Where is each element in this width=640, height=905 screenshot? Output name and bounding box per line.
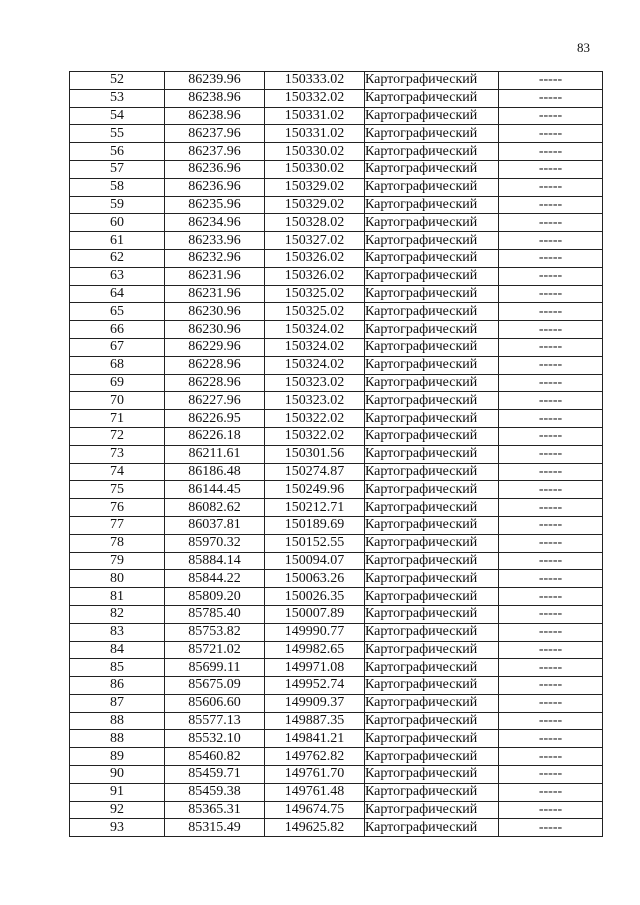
method-cell: Картографический — [365, 499, 499, 517]
x-coordinate-cell: 86236.96 — [165, 160, 265, 178]
method-cell: Картографический — [365, 338, 499, 356]
table-row — [70, 694, 603, 712]
error-cell: ----- — [499, 267, 603, 285]
error-cell: ----- — [499, 321, 603, 339]
point-number-cell: 70 — [70, 392, 165, 410]
y-coordinate-cell: 150325.02 — [265, 303, 365, 321]
error-cell: ----- — [499, 641, 603, 659]
error-cell: ----- — [499, 570, 603, 588]
point-number-cell: 65 — [70, 303, 165, 321]
error-cell: ----- — [499, 89, 603, 107]
point-number-cell: 88 — [70, 730, 165, 748]
page-number: 83 — [577, 40, 590, 55]
x-coordinate-cell: 86231.96 — [165, 285, 265, 303]
y-coordinate-cell: 150328.02 — [265, 214, 365, 232]
table-row — [70, 677, 603, 695]
method-cell: Картографический — [365, 160, 499, 178]
error-cell: ----- — [499, 125, 603, 143]
y-coordinate-cell: 149761.48 — [265, 783, 365, 801]
x-coordinate-cell: 86239.96 — [165, 72, 265, 90]
y-coordinate-cell: 150322.02 — [265, 427, 365, 445]
y-coordinate-cell: 150274.87 — [265, 463, 365, 481]
error-cell: ----- — [499, 659, 603, 677]
x-coordinate-cell: 86226.18 — [165, 427, 265, 445]
method-cell: Картографический — [365, 659, 499, 677]
x-coordinate-cell: 85675.09 — [165, 677, 265, 695]
method-cell: Картографический — [365, 267, 499, 285]
table-row — [70, 659, 603, 677]
table-row — [70, 267, 603, 285]
y-coordinate-cell: 149982.65 — [265, 641, 365, 659]
error-cell: ----- — [499, 285, 603, 303]
x-coordinate-cell: 86231.96 — [165, 267, 265, 285]
y-coordinate-cell: 150332.02 — [265, 89, 365, 107]
x-coordinate-cell: 85785.40 — [165, 605, 265, 623]
method-cell: Картографический — [365, 321, 499, 339]
y-coordinate-cell: 150249.96 — [265, 481, 365, 499]
y-coordinate-cell: 149674.75 — [265, 801, 365, 819]
error-cell: ----- — [499, 499, 603, 517]
y-coordinate-cell: 150063.26 — [265, 570, 365, 588]
x-coordinate-cell: 86186.48 — [165, 463, 265, 481]
y-coordinate-cell: 150331.02 — [265, 107, 365, 125]
table-row — [70, 427, 603, 445]
error-cell: ----- — [499, 588, 603, 606]
table-row — [70, 534, 603, 552]
table-row — [70, 72, 603, 90]
method-cell: Картографический — [365, 392, 499, 410]
point-number-cell: 66 — [70, 321, 165, 339]
table-row — [70, 641, 603, 659]
y-coordinate-cell: 149762.82 — [265, 748, 365, 766]
y-coordinate-cell: 149761.70 — [265, 766, 365, 784]
x-coordinate-cell: 86144.45 — [165, 481, 265, 499]
error-cell: ----- — [499, 677, 603, 695]
method-cell: Картографический — [365, 196, 499, 214]
y-coordinate-cell: 150094.07 — [265, 552, 365, 570]
point-number-cell: 79 — [70, 552, 165, 570]
point-number-cell: 90 — [70, 766, 165, 784]
table-row — [70, 570, 603, 588]
method-cell: Картографический — [365, 677, 499, 695]
y-coordinate-cell: 150152.55 — [265, 534, 365, 552]
x-coordinate-cell: 85577.13 — [165, 712, 265, 730]
method-cell: Картографический — [365, 766, 499, 784]
error-cell: ----- — [499, 392, 603, 410]
method-cell: Картографический — [365, 214, 499, 232]
error-cell: ----- — [499, 427, 603, 445]
table-row — [70, 143, 603, 161]
y-coordinate-cell: 150324.02 — [265, 321, 365, 339]
error-cell: ----- — [499, 196, 603, 214]
method-cell: Картографический — [365, 178, 499, 196]
point-number-cell: 73 — [70, 445, 165, 463]
point-number-cell: 64 — [70, 285, 165, 303]
point-number-cell: 72 — [70, 427, 165, 445]
error-cell: ----- — [499, 463, 603, 481]
error-cell: ----- — [499, 712, 603, 730]
point-number-cell: 81 — [70, 588, 165, 606]
point-number-cell: 63 — [70, 267, 165, 285]
table-row — [70, 178, 603, 196]
y-coordinate-cell: 150330.02 — [265, 160, 365, 178]
method-cell: Картографический — [365, 552, 499, 570]
point-number-cell: 88 — [70, 712, 165, 730]
error-cell: ----- — [499, 338, 603, 356]
method-cell: Картографический — [365, 427, 499, 445]
error-cell: ----- — [499, 766, 603, 784]
x-coordinate-cell: 85809.20 — [165, 588, 265, 606]
point-number-cell: 82 — [70, 605, 165, 623]
y-coordinate-cell: 150007.89 — [265, 605, 365, 623]
table-row — [70, 410, 603, 428]
point-number-cell: 53 — [70, 89, 165, 107]
error-cell: ----- — [499, 143, 603, 161]
error-cell: ----- — [499, 623, 603, 641]
table-row — [70, 160, 603, 178]
x-coordinate-cell: 86229.96 — [165, 338, 265, 356]
table-row — [70, 463, 603, 481]
x-coordinate-cell: 85315.49 — [165, 819, 265, 837]
table-row — [70, 356, 603, 374]
x-coordinate-cell: 85699.11 — [165, 659, 265, 677]
point-number-cell: 60 — [70, 214, 165, 232]
y-coordinate-cell: 150324.02 — [265, 356, 365, 374]
table-row — [70, 730, 603, 748]
point-number-cell: 62 — [70, 249, 165, 267]
x-coordinate-cell: 86227.96 — [165, 392, 265, 410]
table-row — [70, 107, 603, 125]
error-cell: ----- — [499, 748, 603, 766]
table-row — [70, 285, 603, 303]
table-row — [70, 481, 603, 499]
point-number-cell: 59 — [70, 196, 165, 214]
point-number-cell: 52 — [70, 72, 165, 90]
x-coordinate-cell: 85753.82 — [165, 623, 265, 641]
error-cell: ----- — [499, 516, 603, 534]
error-cell: ----- — [499, 730, 603, 748]
method-cell: Картографический — [365, 588, 499, 606]
error-cell: ----- — [499, 303, 603, 321]
method-cell: Картографический — [365, 783, 499, 801]
x-coordinate-cell: 86236.96 — [165, 178, 265, 196]
method-cell: Картографический — [365, 623, 499, 641]
x-coordinate-cell: 86238.96 — [165, 107, 265, 125]
error-cell: ----- — [499, 160, 603, 178]
method-cell: Картографический — [365, 481, 499, 499]
y-coordinate-cell: 150323.02 — [265, 374, 365, 392]
x-coordinate-cell: 86230.96 — [165, 303, 265, 321]
y-coordinate-cell: 150331.02 — [265, 125, 365, 143]
y-coordinate-cell: 150325.02 — [265, 285, 365, 303]
point-number-cell: 55 — [70, 125, 165, 143]
y-coordinate-cell: 150301.56 — [265, 445, 365, 463]
table-row — [70, 374, 603, 392]
error-cell: ----- — [499, 232, 603, 250]
x-coordinate-cell: 85884.14 — [165, 552, 265, 570]
point-number-cell: 68 — [70, 356, 165, 374]
point-number-cell: 74 — [70, 463, 165, 481]
y-coordinate-cell: 149909.37 — [265, 694, 365, 712]
y-coordinate-cell: 149625.82 — [265, 819, 365, 837]
table-row — [70, 338, 603, 356]
error-cell: ----- — [499, 694, 603, 712]
x-coordinate-cell: 86233.96 — [165, 232, 265, 250]
y-coordinate-cell: 149990.77 — [265, 623, 365, 641]
x-coordinate-cell: 86238.96 — [165, 89, 265, 107]
method-cell: Картографический — [365, 748, 499, 766]
point-number-cell: 87 — [70, 694, 165, 712]
method-cell: Картографический — [365, 516, 499, 534]
x-coordinate-cell: 86234.96 — [165, 214, 265, 232]
table-row — [70, 801, 603, 819]
x-coordinate-cell: 86237.96 — [165, 125, 265, 143]
error-cell: ----- — [499, 214, 603, 232]
method-cell: Картографический — [365, 107, 499, 125]
table-row — [70, 552, 603, 570]
table-row — [70, 303, 603, 321]
method-cell: Картографический — [365, 356, 499, 374]
table-row — [70, 623, 603, 641]
point-number-cell: 67 — [70, 338, 165, 356]
error-cell: ----- — [499, 783, 603, 801]
point-number-cell: 93 — [70, 819, 165, 837]
y-coordinate-cell: 150326.02 — [265, 267, 365, 285]
y-coordinate-cell: 150189.69 — [265, 516, 365, 534]
point-number-cell: 56 — [70, 143, 165, 161]
table-row — [70, 516, 603, 534]
table-row — [70, 445, 603, 463]
point-number-cell: 91 — [70, 783, 165, 801]
table-row — [70, 748, 603, 766]
point-number-cell: 78 — [70, 534, 165, 552]
point-number-cell: 77 — [70, 516, 165, 534]
table-row — [70, 783, 603, 801]
table-row — [70, 819, 603, 837]
table-row — [70, 232, 603, 250]
method-cell: Картографический — [365, 463, 499, 481]
x-coordinate-cell: 85459.38 — [165, 783, 265, 801]
method-cell: Картографический — [365, 801, 499, 819]
x-coordinate-cell: 85459.71 — [165, 766, 265, 784]
point-number-cell: 80 — [70, 570, 165, 588]
y-coordinate-cell: 150324.02 — [265, 338, 365, 356]
method-cell: Картографический — [365, 232, 499, 250]
point-number-cell: 75 — [70, 481, 165, 499]
y-coordinate-cell: 150333.02 — [265, 72, 365, 90]
y-coordinate-cell: 149841.21 — [265, 730, 365, 748]
method-cell: Картографический — [365, 249, 499, 267]
point-number-cell: 84 — [70, 641, 165, 659]
method-cell: Картографический — [365, 143, 499, 161]
y-coordinate-cell: 150330.02 — [265, 143, 365, 161]
error-cell: ----- — [499, 445, 603, 463]
method-cell: Картографический — [365, 445, 499, 463]
point-number-cell: 85 — [70, 659, 165, 677]
table-row — [70, 214, 603, 232]
error-cell: ----- — [499, 72, 603, 90]
point-number-cell: 69 — [70, 374, 165, 392]
point-number-cell: 61 — [70, 232, 165, 250]
error-cell: ----- — [499, 819, 603, 837]
method-cell: Картографический — [365, 125, 499, 143]
table-row — [70, 249, 603, 267]
y-coordinate-cell: 150329.02 — [265, 178, 365, 196]
error-cell: ----- — [499, 178, 603, 196]
x-coordinate-cell: 85721.02 — [165, 641, 265, 659]
error-cell: ----- — [499, 249, 603, 267]
table-row — [70, 89, 603, 107]
table-row — [70, 605, 603, 623]
error-cell: ----- — [499, 374, 603, 392]
y-coordinate-cell: 150322.02 — [265, 410, 365, 428]
point-number-cell: 76 — [70, 499, 165, 517]
table-row — [70, 321, 603, 339]
point-number-cell: 83 — [70, 623, 165, 641]
error-cell: ----- — [499, 481, 603, 499]
x-coordinate-cell: 85365.31 — [165, 801, 265, 819]
error-cell: ----- — [499, 552, 603, 570]
error-cell: ----- — [499, 107, 603, 125]
x-coordinate-cell: 86232.96 — [165, 249, 265, 267]
y-coordinate-cell: 149971.08 — [265, 659, 365, 677]
x-coordinate-cell: 85460.82 — [165, 748, 265, 766]
table-row — [70, 125, 603, 143]
x-coordinate-cell: 86228.96 — [165, 356, 265, 374]
x-coordinate-cell: 85532.10 — [165, 730, 265, 748]
table-row — [70, 499, 603, 517]
table-row — [70, 392, 603, 410]
y-coordinate-cell: 149952.74 — [265, 677, 365, 695]
table-row — [70, 588, 603, 606]
point-number-cell: 92 — [70, 801, 165, 819]
method-cell: Картографический — [365, 641, 499, 659]
x-coordinate-cell: 85970.32 — [165, 534, 265, 552]
method-cell: Картографический — [365, 374, 499, 392]
table-row — [70, 712, 603, 730]
point-number-cell: 71 — [70, 410, 165, 428]
coordinates-table-body — [70, 72, 603, 837]
point-number-cell: 58 — [70, 178, 165, 196]
point-number-cell: 89 — [70, 748, 165, 766]
x-coordinate-cell: 85844.22 — [165, 570, 265, 588]
x-coordinate-cell: 86082.62 — [165, 499, 265, 517]
method-cell: Картографический — [365, 534, 499, 552]
method-cell: Картографический — [365, 285, 499, 303]
x-coordinate-cell: 86230.96 — [165, 321, 265, 339]
method-cell: Картографический — [365, 819, 499, 837]
x-coordinate-cell: 86235.96 — [165, 196, 265, 214]
method-cell: Картографический — [365, 72, 499, 90]
method-cell: Картографический — [365, 303, 499, 321]
table-row — [70, 766, 603, 784]
x-coordinate-cell: 86237.96 — [165, 143, 265, 161]
method-cell: Картографический — [365, 694, 499, 712]
method-cell: Картографический — [365, 570, 499, 588]
method-cell: Картографический — [365, 410, 499, 428]
y-coordinate-cell: 150329.02 — [265, 196, 365, 214]
method-cell: Картографический — [365, 730, 499, 748]
method-cell: Картографический — [365, 712, 499, 730]
y-coordinate-cell: 150026.35 — [265, 588, 365, 606]
x-coordinate-cell: 86037.81 — [165, 516, 265, 534]
point-number-cell: 57 — [70, 160, 165, 178]
coordinates-table — [69, 71, 603, 837]
x-coordinate-cell: 86228.96 — [165, 374, 265, 392]
y-coordinate-cell: 150212.71 — [265, 499, 365, 517]
y-coordinate-cell: 150326.02 — [265, 249, 365, 267]
method-cell: Картографический — [365, 605, 499, 623]
y-coordinate-cell: 150327.02 — [265, 232, 365, 250]
point-number-cell: 86 — [70, 677, 165, 695]
point-number-cell: 54 — [70, 107, 165, 125]
table-row — [70, 196, 603, 214]
x-coordinate-cell: 86226.95 — [165, 410, 265, 428]
error-cell: ----- — [499, 534, 603, 552]
y-coordinate-cell: 150323.02 — [265, 392, 365, 410]
x-coordinate-cell: 85606.60 — [165, 694, 265, 712]
error-cell: ----- — [499, 356, 603, 374]
error-cell: ----- — [499, 605, 603, 623]
error-cell: ----- — [499, 801, 603, 819]
error-cell: ----- — [499, 410, 603, 428]
x-coordinate-cell: 86211.61 — [165, 445, 265, 463]
y-coordinate-cell: 149887.35 — [265, 712, 365, 730]
method-cell: Картографический — [365, 89, 499, 107]
